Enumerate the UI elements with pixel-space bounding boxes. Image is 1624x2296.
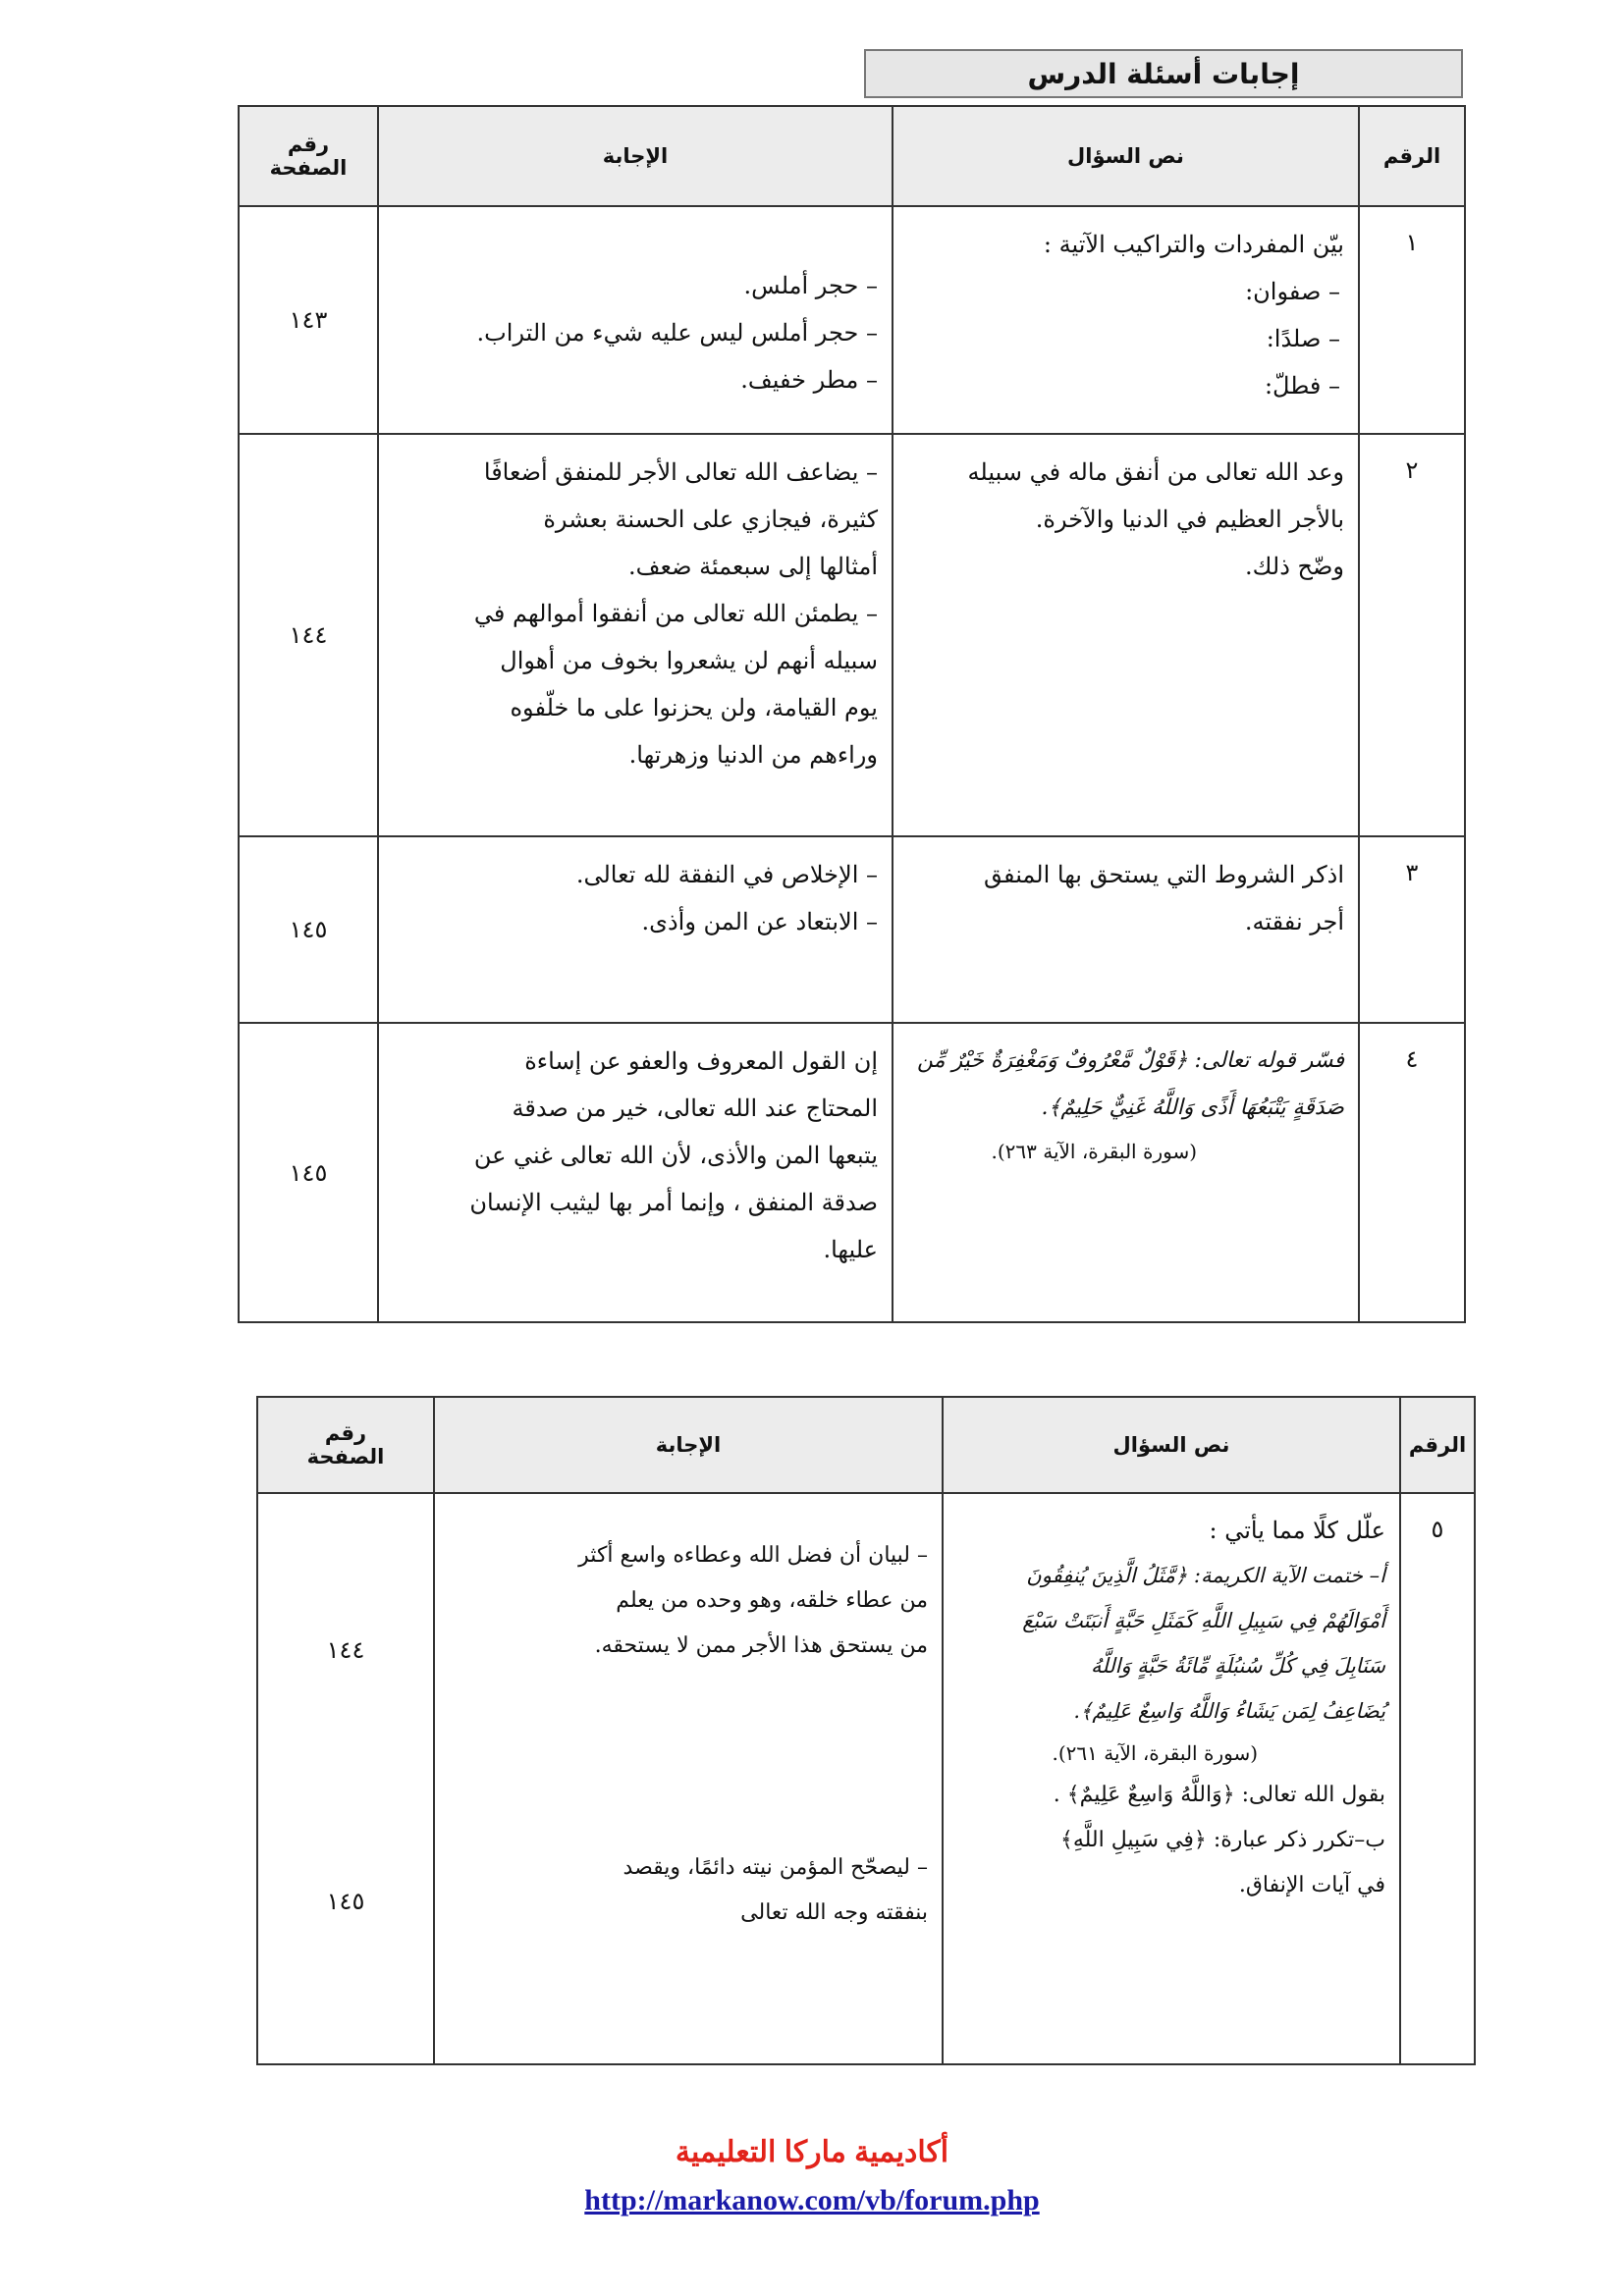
header-num: الرقم [1400,1397,1475,1493]
question-text: فسّر قوله تعالى: ﴿قَوْلٌ مَّعْرُوفٌ وَمَغْفِرَةٌ خَيْرٌ مِّن صَدَقَةٍ يَتْبَعُهَا أَذًى وَاللَّهُ غَنِيٌّ حَلِيمٌ﴾. (سورة البقرة، الآية ٢٦٣). [893,1023,1359,1322]
page-number: ١٤٥ [239,1023,378,1322]
page-number: ١٤٤ [326,1636,365,1664]
table-header-row [239,106,1465,206]
answers-table-1 [238,105,1466,1323]
row-number: ٢ [1359,434,1465,836]
question-text: اذكر الشروط التي يستحق بها المنفق أجر نفقته. [893,836,1359,1023]
header-page: رقم الصفحة [239,106,378,206]
table-row [239,1023,1465,1322]
header-question: نص السؤال [893,106,1359,206]
row-number: ٥ [1400,1493,1475,2064]
table-header-row [257,1397,1475,1493]
header-question: نص السؤال [943,1397,1400,1493]
table-row [257,1493,1475,2064]
answer-text: – الإخلاص في النفقة لله تعالى. – الابتعاد عن المن وأذى. [378,836,893,1023]
header-answer: الإجابة [434,1397,943,1493]
table-row [239,836,1465,1023]
answers-table-2 [256,1396,1476,2065]
header-answer: الإجابة [378,106,893,206]
page-number: ١٤٤ [239,434,378,836]
page-number: ١٤٥ [326,1888,365,1915]
answer-text: – حجر أملس. – حجر أملس ليس عليه شيء من التراب. – مطر خفيف. [378,206,893,434]
academy-name: أكاديمية ماركا التعليمية [675,2136,949,2168]
forum-link[interactable]: http://markanow.com/vb/forum.php [584,2184,1040,2216]
row-number: ٤ [1359,1023,1465,1322]
answer-text: إن القول المعروف والعفو عن إساءة المحتاج عند الله تعالى، خير من صدقة يتبعها المن والأذى، لأن الله تعالى غني عن صدقة المنفق ، وإنما أمر بها ليثيب الإنسان عليها. [378,1023,893,1322]
page-number: ١٤٣ [239,206,378,434]
question-text: وعد الله تعالى من أنفق ماله في سبيله بالأجر العظيم في الدنيا والآخرة. وضّح ذلك. [893,434,1359,836]
page-number: ١٤٥ [239,836,378,1023]
answer-text: – لبيان أن فضل الله وعطاءه واسع أكثر من عطاء خلقه، وهو وحده من يعلم من يستحق هذا الأجر ممن لا يستحقه. – ليصحّح المؤمن نيته دائمًا، ويقصد بنفقته وجه الله تعالى [434,1493,943,2064]
table-row [239,434,1465,836]
row-number: ٣ [1359,836,1465,1023]
header-num: الرقم [1359,106,1465,206]
answer-text: – يضاعف الله تعالى الأجر للمنفق أضعافًا كثيرة، فيجازي على الحسنة بعشرة أمثالها إلى سبعمئة ضعف. – يطمئن الله تعالى من أنفقوا أموالهم في سبيله أنهم لن يشعروا بخوف من أهوال يوم القيامة، ولن يحزنوا على ما خلّفوه وراءهم من الدنيا وزهرتها. [378,434,893,836]
table-row [239,206,1465,434]
header-page: رقم الصفحة [257,1397,434,1493]
section-title: إجابات أسئلة الدرس [864,49,1463,98]
row-number: ١ [1359,206,1465,434]
question-text: بيّن المفردات والتراكيب الآتية : – صفوان: – صلدًا: – فطلّ: [893,206,1359,434]
question-text: علّل كلًا مما يأتي : أ– ختمت الآية الكريمة: ﴿مَّثَلُ الَّذِينَ يُنفِقُونَ أَمْوَالَهُمْ فِي سَبِيلِ اللَّهِ كَمَثَلِ حَبَّةٍ أَنبَتَتْ سَبْعَ سَنَابِلَ فِي كُلِّ سُنبُلَةٍ مِّائَةُ حَبَّةٍ وَاللَّهُ يُضَاعِفُ لِمَن يَشَاءُ وَاللَّهُ وَاسِعٌ عَلِيمٌ﴾. (سورة البقرة، الآية ٢٦١). بقول الله تعالى: ﴿وَاللَّهُ وَاسِعٌ عَلِيمٌ﴾ . ب–تكرر ذكر عبارة: ﴿فِي سَبِيلِ اللَّهِ﴾ في آيات الإنفاق. [943,1493,1400,2064]
page-numbers [257,1493,434,2064]
